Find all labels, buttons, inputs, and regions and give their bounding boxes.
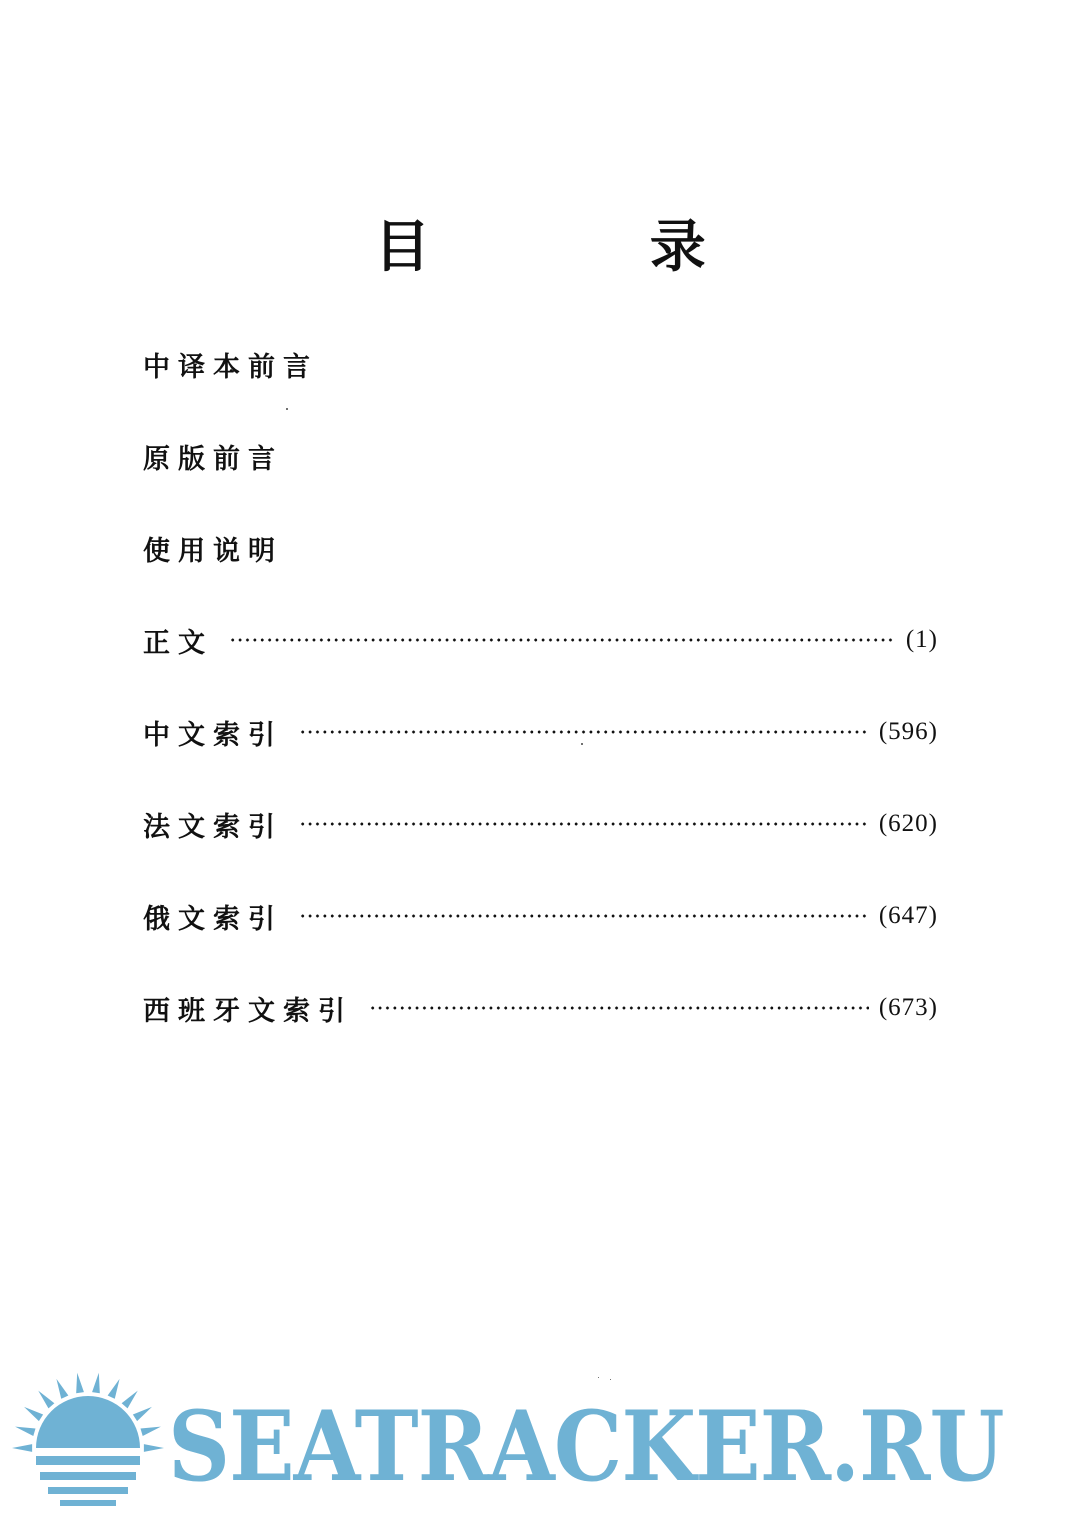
toc-entry-preface-original <box>143 410 938 502</box>
table-of-contents <box>143 318 938 1054</box>
toc-page-number: (1) <box>905 626 938 653</box>
dot-leader <box>229 638 896 642</box>
scan-speck <box>581 743 583 745</box>
toc-entry-label: 使用说明 <box>143 535 283 567</box>
dot-leader <box>299 730 869 734</box>
toc-entry-label: 俄文索引 <box>143 903 283 935</box>
toc-entry-preface-chinese <box>143 318 938 410</box>
toc-entry-french-index <box>143 778 938 870</box>
toc-entry-instructions <box>143 502 938 594</box>
toc-entry-label: 法文索引 <box>143 811 283 843</box>
toc-entry-label: 正文 <box>143 627 213 659</box>
toc-entry-chinese-index <box>143 686 938 778</box>
toc-page-number: (620) <box>878 810 938 837</box>
toc-entry-label: 中译本前言 <box>143 351 318 383</box>
toc-page-number: (673) <box>878 994 938 1021</box>
toc-entry-spanish-index <box>143 962 938 1054</box>
watermark-text: SEATRACKER.RU <box>168 1390 1004 1504</box>
page-title: 目 录 <box>374 215 806 280</box>
toc-entry-label: 西班牙文索引 <box>143 995 353 1027</box>
watermark <box>10 1368 1070 1518</box>
toc-entry-main-text <box>143 594 938 686</box>
toc-entry-russian-index <box>143 870 938 962</box>
dot-leader <box>299 914 869 918</box>
scan-speck <box>286 408 288 410</box>
dot-leader <box>299 822 869 826</box>
dot-leader <box>369 1006 869 1010</box>
toc-entry-label: 中文索引 <box>143 719 283 751</box>
sun-icon <box>10 1368 170 1518</box>
toc-page-number: (596) <box>878 718 938 745</box>
toc-page-number: (647) <box>878 902 938 929</box>
toc-entry-label: 原版前言 <box>143 443 283 475</box>
